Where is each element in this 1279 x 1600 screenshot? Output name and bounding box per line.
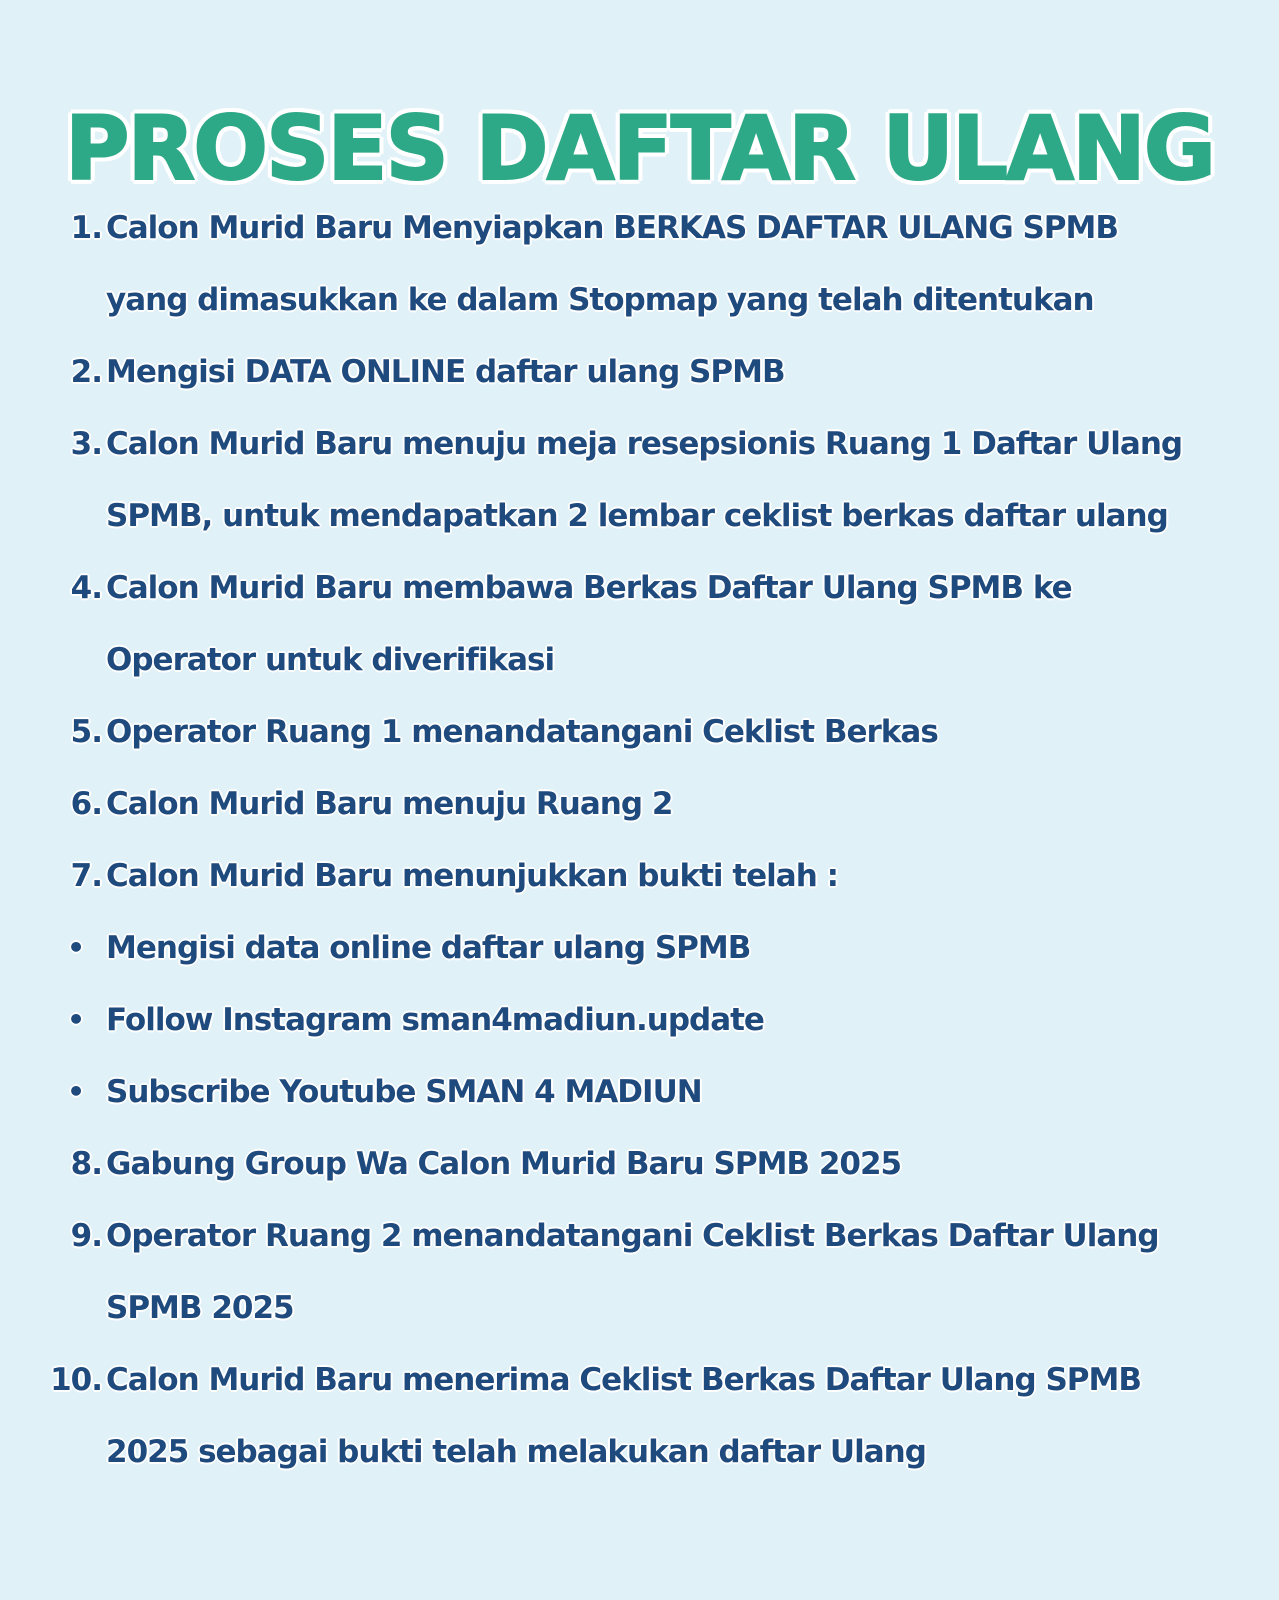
step-number: 2. bbox=[70, 354, 102, 390]
sub-item-text: Follow Instagram sman4madiun.update bbox=[106, 1002, 764, 1038]
step-number: 10. bbox=[50, 1362, 102, 1398]
bullet-icon: • bbox=[67, 1075, 84, 1108]
step-text: Operator Ruang 2 menandatangani Ceklist Berkas Daftar Ulang SPMB 2025 bbox=[106, 1218, 1159, 1326]
step-text: Operator Ruang 1 menandatangani Ceklist Berkas bbox=[106, 714, 938, 750]
step-text: Mengisi DATA ONLINE daftar ulang SPMB bbox=[106, 354, 785, 390]
bullet-icon: • bbox=[67, 1003, 84, 1036]
step-number: 8. bbox=[70, 1146, 102, 1182]
step-text: Calon Murid Baru menuju Ruang 2 bbox=[106, 786, 673, 822]
step-1 bbox=[0, 192, 1279, 336]
step-text: Gabung Group Wa Calon Murid Baru SPMB 2025 bbox=[106, 1146, 902, 1182]
sub-item-online-data bbox=[0, 912, 1279, 984]
step-number: 6. bbox=[70, 786, 102, 822]
step-6 bbox=[0, 768, 1279, 840]
bullet-icon: • bbox=[67, 931, 84, 964]
step-5 bbox=[0, 696, 1279, 768]
page-title: PROSES DAFTAR ULANG bbox=[64, 96, 1215, 200]
sub-item-text: Subscribe Youtube SMAN 4 MADIUN bbox=[106, 1074, 702, 1110]
step-3 bbox=[0, 408, 1279, 552]
step-text: Calon Murid Baru menerima Ceklist Berkas Daftar Ulang SPMB 2025 sebagai bukti telah melakukan daftar Ulang bbox=[106, 1362, 1141, 1470]
step-9 bbox=[0, 1200, 1279, 1344]
step-text: Calon Murid Baru menuju meja resepsionis Ruang 1 Daftar Ulang SPMB, untuk mendapatkan 2 lembar ceklist berkas daftar ulang bbox=[106, 426, 1183, 534]
sub-item-instagram bbox=[0, 984, 1279, 1056]
step-number: 9. bbox=[70, 1218, 102, 1254]
step-number: 3. bbox=[70, 426, 102, 462]
step-number: 4. bbox=[70, 570, 102, 606]
sub-item-youtube bbox=[0, 1056, 1279, 1128]
sub-item-text: Mengisi data online daftar ulang SPMB bbox=[106, 930, 751, 966]
step-text: Calon Murid Baru membawa Berkas Daftar Ulang SPMB ke Operator untuk diverifikasi bbox=[106, 570, 1072, 678]
step-10 bbox=[0, 1344, 1279, 1488]
step-4 bbox=[0, 552, 1279, 696]
step-number: 7. bbox=[70, 858, 102, 894]
step-number: 1. bbox=[70, 210, 102, 246]
step-text: Calon Murid Baru menunjukkan bukti telah : bbox=[106, 858, 838, 894]
step-2 bbox=[0, 336, 1279, 408]
step-7 bbox=[0, 840, 1279, 912]
step-8 bbox=[0, 1128, 1279, 1200]
procedure-list bbox=[0, 192, 1279, 1488]
step-number: 5. bbox=[70, 714, 102, 750]
step-text: Calon Murid Baru Menyiapkan BERKAS DAFTAR ULANG SPMB yang dimasukkan ke dalam Stopmap yang telah ditentukan bbox=[106, 210, 1118, 318]
